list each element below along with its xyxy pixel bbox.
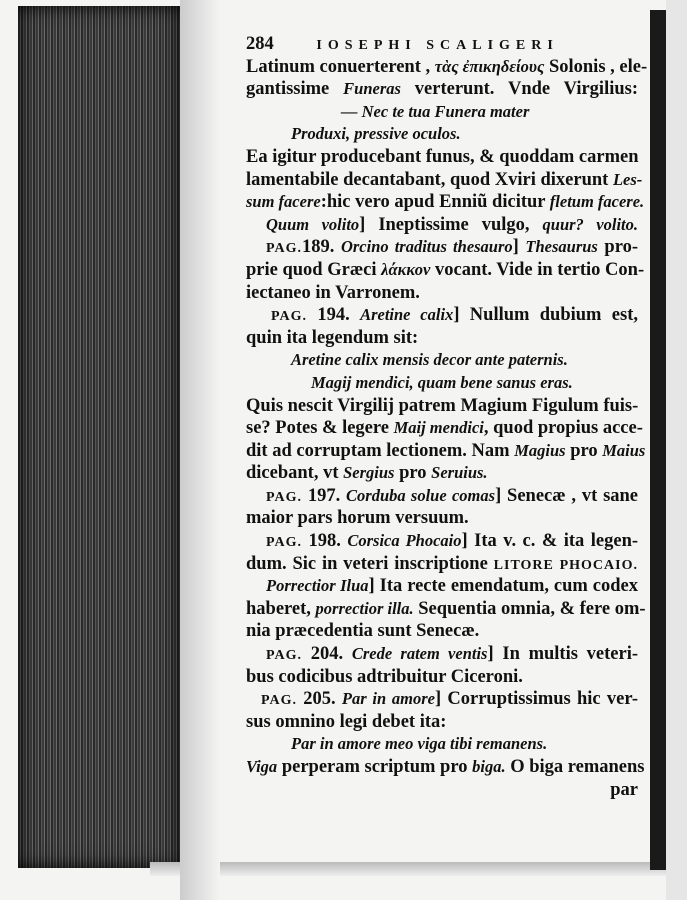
roman-text: prie quod Græci [246, 259, 382, 280]
italic-text: Magius [514, 440, 566, 460]
text-line [246, 620, 638, 643]
roman-text: O biga remanens [505, 757, 645, 777]
facing-page-fragment [666, 0, 687, 900]
page-text [246, 33, 648, 801]
italic-text: Par in amore [341, 689, 435, 709]
text-line [246, 688, 638, 711]
italic-text: — Nec te tua Funera mater [341, 101, 530, 121]
italic-text: Produxi, pressive oculos. [291, 124, 461, 144]
italic-text: τὰς ἐπικηδείους [434, 56, 545, 76]
roman-text: ] Senecæ , vt sane [495, 485, 639, 506]
facing-page-edge [650, 10, 666, 870]
text-line [246, 146, 638, 169]
italic-text: biga. [472, 757, 506, 776]
text-line [246, 733, 638, 756]
text-line [246, 56, 648, 79]
roman-text: ] [512, 237, 526, 258]
roman-text: haberet, [246, 598, 316, 619]
roman-text: ] Nullum dubium est, [453, 305, 638, 326]
small-caps-text: PAG. [261, 693, 298, 709]
roman-text: Ea igitur producebant funus, & quoddam carmen [246, 146, 639, 167]
roman-text: Latinum conuerterent , [246, 56, 435, 77]
roman-text: ] Ita recte emendatum, cum codex [368, 576, 638, 597]
roman-text: 205. [297, 689, 342, 710]
roman-text: Solonis , ele- [544, 56, 648, 77]
italic-text: Funeras [343, 79, 401, 99]
italic-text: Orcino traditus thesauro [340, 237, 513, 257]
italic-text: Maij mendici [393, 418, 484, 438]
italic-text: porrectior illa. [315, 598, 414, 618]
roman-text: ] Ineptissime vulgo, [359, 214, 543, 235]
small-caps-text: PAG. [266, 648, 303, 664]
italic-text: Corduba solue comas [346, 485, 496, 505]
roman-text: vocant. Vide in tertio Con- [430, 259, 645, 280]
book-bottom-edge [150, 862, 670, 876]
italic-text: quur? volito. [542, 214, 638, 234]
text-line [246, 507, 638, 530]
small-caps-text: LITORE PHOCAIO. [493, 557, 638, 573]
text-line [246, 214, 638, 237]
roman-text: iectaneo in Varronem. [246, 282, 420, 303]
text-line [246, 259, 645, 282]
italic-text: Aretine calix mensis decor ante paternis. [291, 350, 568, 370]
roman-text: 194. [307, 305, 361, 326]
italic-text: Sergius [343, 463, 395, 483]
book-page-edges [18, 6, 183, 868]
text-line [246, 327, 638, 350]
roman-text: maior pars horum versuum. [246, 508, 469, 529]
roman-text: Sequentia omnia, & fere om- [413, 598, 646, 619]
text-line [246, 78, 638, 101]
roman-text: pro [565, 440, 603, 461]
italic-text: Maius [602, 440, 646, 460]
small-caps-text: PAG. [266, 489, 303, 505]
roman-text: ] In multis veteri- [487, 644, 639, 665]
roman-text: quin ita legendum sit: [246, 327, 419, 348]
text-line [246, 462, 638, 485]
text-line [246, 553, 638, 576]
roman-text: perperam scriptum pro [277, 757, 473, 777]
roman-text: :hic vero apud Enniũ dicitur [320, 192, 550, 213]
roman-text: 197. [302, 485, 347, 506]
roman-text: pro- [597, 237, 639, 258]
italic-text: Les- [612, 169, 643, 189]
roman-text: 204. [302, 644, 352, 665]
text-line [246, 349, 638, 372]
page-number: 284 [246, 34, 274, 54]
roman-text: bus codicibus adtribuitur Ciceroni. [246, 666, 523, 687]
roman-text: nia præcedentia sunt Senecæ. [246, 621, 480, 642]
roman-text: pro [394, 463, 432, 484]
italic-text: Quum volito [266, 214, 360, 234]
text-line [246, 643, 638, 666]
small-caps-text: PAG. [266, 535, 303, 551]
text-line [246, 417, 643, 440]
text-line [246, 575, 638, 598]
text-line [246, 236, 638, 259]
text-line [246, 530, 638, 553]
roman-text: verterunt. Vnde Virgilius: [400, 79, 639, 100]
italic-text: fletum facere. [549, 192, 645, 212]
roman-text: dit ad corruptam lectionem. Nam [246, 440, 515, 461]
roman-text: Quis nescit Virgilij patrem Magium Figulum fuis- [246, 395, 639, 416]
italic-text: Crede ratem ventis [351, 644, 488, 664]
text-line [246, 756, 645, 779]
running-title: IOSEPHI SCALIGERI [316, 38, 559, 53]
italic-text: Corsica Phocaio [347, 531, 462, 551]
roman-text: lamentabile decantabant, quod Xviri dixerunt [246, 169, 613, 190]
roman-text: dicebant, vt [246, 463, 344, 484]
roman-text: , quod propius acce- [483, 418, 643, 439]
roman-text: par [610, 779, 638, 800]
roman-text: gantissime [246, 79, 344, 100]
text-line [246, 485, 638, 508]
text-line [246, 440, 646, 463]
italic-text: λάκκον [381, 259, 431, 279]
text-line [246, 169, 643, 192]
text-line [246, 101, 638, 124]
italic-text: Thesaurus [525, 237, 598, 257]
running-header [246, 33, 638, 56]
small-caps-text: PAG. [266, 241, 303, 257]
italic-text: Viga [246, 757, 278, 776]
italic-text: Aretine calix [360, 305, 454, 325]
roman-text: sus omnino legi debet ita: [246, 711, 447, 732]
italic-text: Seruius. [431, 463, 488, 483]
italic-text: Porrectior Ilua [266, 576, 369, 596]
roman-text: se? Potes & legere [246, 418, 394, 439]
italic-text: Magij mendici, quam bene sanus eras. [311, 372, 573, 392]
roman-text: ] Ita v. c. & ita legen- [461, 531, 639, 552]
text-line [246, 666, 638, 689]
text-line [246, 123, 638, 146]
roman-text: ] Corruptissimus hic ver- [434, 689, 639, 710]
italic-text: Par in amore meo viga tibi remanens. [291, 734, 548, 754]
roman-text: 189. [302, 237, 341, 258]
text-line [246, 282, 638, 305]
body-text [246, 56, 648, 802]
italic-text: sum facere [246, 192, 321, 212]
text-line [246, 598, 646, 621]
text-line [246, 395, 638, 418]
roman-text: 198. [302, 531, 348, 552]
text-line [246, 711, 638, 734]
text-line [246, 304, 638, 327]
small-caps-text: PAG. [271, 309, 308, 325]
text-line [246, 372, 638, 395]
text-line [246, 779, 638, 802]
roman-text: dum. Sic in veteri inscriptione [246, 553, 494, 574]
text-line [246, 191, 645, 214]
book-gutter [180, 0, 220, 900]
